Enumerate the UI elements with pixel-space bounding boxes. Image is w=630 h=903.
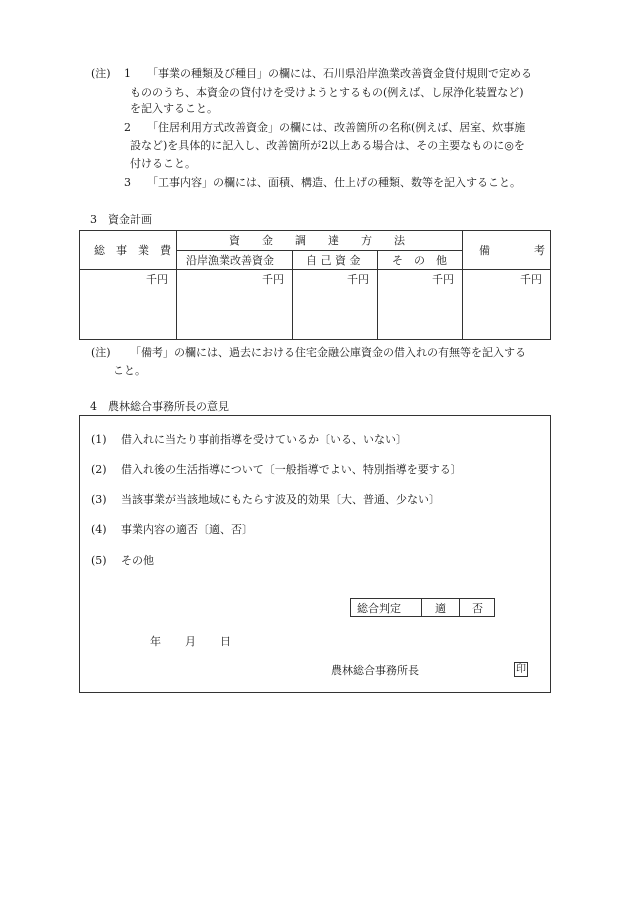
seal-mark: 印 [516,664,526,675]
other-fund-unit: 千円 [432,273,454,286]
opinion-1-text: 借入れに当たり事前指導を受けているか〔いる、いない〕 [121,433,407,446]
judgment-ng: 否 [472,602,483,615]
signer-title: 農林総合事務所長 [331,664,419,677]
table-note-line-1: 「備考」の欄には、過去における住宅金融公庫資金の借入れの有無等を記入する [130,346,526,359]
opinion-4-text: 事業内容の適否〔適、否〕 [121,523,253,536]
note-1-line-2: もののうち、本資金の貸付けを受けようとするもの(例えば、し尿浄化装置など) [130,86,524,99]
date-month: 月 [185,635,196,648]
opinion-3-number: (3) [91,493,107,506]
remarks-unit: 千円 [520,273,542,286]
date-day: 日 [220,635,231,648]
note-2-line-2: 設など)を具体的に記入し、改善箇所が2以上ある場合は、その主要なものに◎を [130,139,525,152]
funding-method-header: 資 金 調 達 方 法 [229,234,405,247]
note-1-line-3: を記入すること。 [130,102,218,115]
note-2-line-3: 付けること。 [130,157,196,170]
notes-label: (注) [91,67,111,80]
opinion-5-number: (5) [91,554,107,567]
note-2-number: 2 [124,121,131,134]
coastal-fund-unit: 千円 [262,273,284,286]
note-2-line-1: 「住居利用方式改善資金」の欄には、改善箇所の名称(例えば、居室、炊事施 [147,121,526,134]
section-3-title: 3 資金計画 [90,213,152,226]
date-year: 年 [150,635,161,648]
funding-plan-table [79,230,551,340]
note-3-number: 3 [124,176,131,189]
own-fund-header: 自 己 資 金 [306,254,361,267]
table-note-label: (注) [91,346,111,359]
overall-judgment-label: 総合判定 [357,602,401,615]
coastal-fund-header: 沿岸漁業改善資金 [186,254,274,267]
own-fund-unit: 千円 [347,273,369,286]
section-4-title: 4 農林総合事務所長の意見 [90,400,229,413]
note-1-line-1: 「事業の種類及び種目」の欄には、石川県沿岸漁業改善資金貸付規則で定める [147,67,532,80]
total-cost-unit: 千円 [146,273,168,286]
table-note-line-2: こと。 [113,364,146,377]
total-cost-header: 総 事 業 費 [94,244,171,257]
overall-judgment-box [350,598,495,617]
opinion-2-number: (2) [91,463,107,476]
opinion-3-text: 当該事業が当該地域にもたらす波及的効果〔大、普通、少ない〕 [121,493,440,506]
remarks-header: 備 考 [479,244,545,257]
judgment-ok: 適 [435,602,446,615]
opinion-2-text: 借入れ後の生活指導について〔一般指導でよい、特別指導を要する〕 [121,463,462,476]
other-fund-header: そ の 他 [392,254,447,267]
opinion-5-text: その他 [121,554,154,567]
note-1-number: 1 [124,67,131,80]
opinion-4-number: (4) [91,523,107,536]
opinion-1-number: (1) [91,433,107,446]
note-3-line-1: 「工事内容」の欄には、面積、構造、仕上げの種類、数等を記入すること。 [147,176,521,189]
